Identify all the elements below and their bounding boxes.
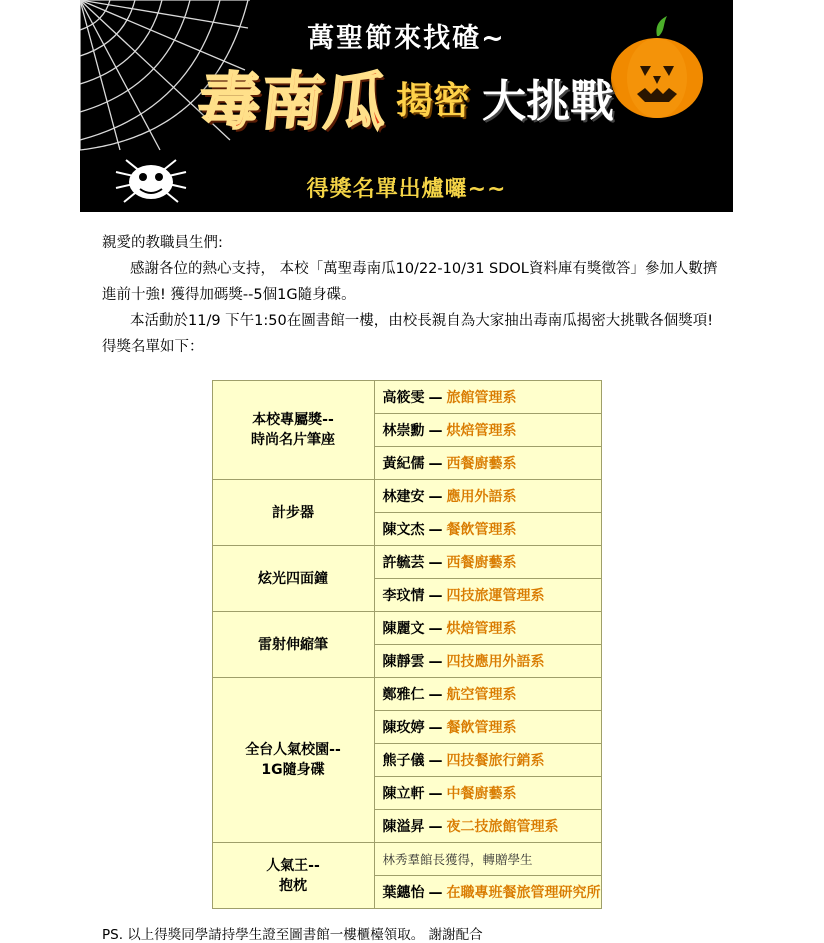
winner-name: 陳文杰: [382, 522, 425, 538]
winner-note-cell: [374, 843, 601, 876]
winner-name: 陳麗文: [382, 621, 425, 637]
prize-category-line1: 雷射伸縮筆: [258, 636, 328, 653]
winner-dash: —: [428, 819, 443, 835]
halloween-banner: [80, 0, 733, 212]
prize-category-cell: [212, 480, 374, 546]
winner-name: 陳立軒: [382, 786, 425, 802]
prize-category-line1: 全台人氣校園--: [245, 742, 341, 758]
winner-dash: —: [428, 786, 443, 802]
greeting-text: 親愛的教職員生們:: [102, 235, 223, 251]
prize-category-line2: 時尚名片筆座: [251, 432, 335, 448]
winner-dept: 四技餐旅行銷系: [446, 753, 545, 769]
winner-dash: —: [428, 753, 443, 769]
winner-dept: 旅館管理系: [446, 390, 517, 406]
winners-table: [212, 380, 602, 909]
winner-dash: —: [428, 522, 443, 538]
winner-cell: [374, 414, 601, 447]
prize-category-line1: 計步器: [272, 504, 314, 521]
winner-name: 黃紀儒: [382, 456, 425, 472]
winner-name: 林崇勳: [382, 423, 425, 439]
prize-category-cell: [212, 546, 374, 612]
table-row: [212, 843, 601, 876]
winner-cell: [374, 810, 601, 843]
winner-dept: 中餐廚藝系: [446, 786, 517, 802]
prize-category-line2: 1G隨身碟: [261, 762, 325, 778]
table-row: [212, 612, 601, 645]
winner-dash: —: [428, 720, 443, 736]
winner-dept: 烘焙管理系: [446, 423, 517, 439]
winner-dash: —: [428, 621, 443, 637]
winner-name: 熊子儀: [382, 753, 425, 769]
winner-dept: 西餐廚藝系: [446, 555, 517, 571]
winner-dash: —: [428, 885, 443, 901]
banner-word-challenge: 大挑戰: [482, 75, 614, 127]
winner-cell: [374, 447, 601, 480]
winner-dash: —: [428, 654, 443, 670]
winner-name: 陳溢昇: [382, 819, 425, 835]
prize-category-cell: [212, 381, 374, 480]
winner-cell: [374, 612, 601, 645]
prize-category-cell: [212, 612, 374, 678]
banner-word-poison: 毒南瓜: [194, 65, 392, 138]
banner-title-top: 萬聖節來找碴~: [307, 23, 506, 54]
winner-cell: [374, 678, 601, 711]
prize-category-cell: [212, 678, 374, 843]
prize-category-line2: 抱枕: [279, 877, 307, 894]
table-row: [212, 480, 601, 513]
winner-dash: —: [428, 555, 443, 571]
winner-cell: [374, 744, 601, 777]
intro-paragraph-3: 得獎名單如下：: [102, 339, 204, 355]
prize-category-line1: 人氣王--: [266, 857, 320, 874]
winner-name: 李玟情: [382, 588, 425, 604]
winner-dash: —: [428, 456, 443, 472]
winner-name: 陳靜雲: [382, 654, 425, 670]
intro-paragraph-2: 本活動於11/9 下午1:50在圖書館一樓，由校長親自為大家抽出毒南瓜揭密大挑戰各個獎項!: [130, 313, 714, 329]
winner-note: 林秀羣館長獲得，轉贈學生: [382, 852, 533, 867]
winner-name: 高筱雯: [382, 390, 425, 406]
winner-name: 鄭雅仁: [382, 687, 425, 703]
winner-dash: —: [428, 489, 443, 505]
winner-dash: —: [428, 588, 443, 604]
prize-category-line1: 本校專屬獎--: [252, 412, 334, 428]
prize-category-cell: [212, 843, 374, 909]
winner-name: 葉鏸怡: [382, 885, 425, 901]
winner-dept: 在職專班餐旅管理研究所: [446, 885, 601, 901]
winner-cell: [374, 777, 601, 810]
banner-main-title: [80, 52, 733, 141]
winner-name: 陳玫婷: [382, 720, 425, 736]
winner-cell: [374, 546, 601, 579]
table-row: [212, 546, 601, 579]
winner-dept: 四技旅運管理系: [446, 588, 545, 604]
intro-paragraph-1: 感謝各位的熱心支持， 本校「萬聖毒南瓜10/22-10/31 SDOL資料庫有獎徵答」參加人數擠進前十強! 獲得加碼獎--5個1G隨身碟。: [102, 261, 718, 303]
winner-dash: —: [428, 390, 443, 406]
winner-dept: 應用外語系: [446, 489, 517, 505]
winner-dept: 夜二技旅館管理系: [446, 819, 559, 835]
prize-category-line1: 炫光四面鐘: [258, 570, 328, 587]
winner-cell: [374, 876, 601, 909]
banner-subtitle: 得獎名單出爐囉~~: [306, 177, 507, 202]
winner-dept: 四技應用外語系: [446, 654, 545, 670]
winner-cell: [374, 381, 601, 414]
winner-cell: [374, 513, 601, 546]
table-row: [212, 678, 601, 711]
winner-dept: 餐飲管理系: [446, 522, 517, 538]
winner-cell: [374, 579, 601, 612]
winner-dept: 航空管理系: [446, 687, 517, 703]
table-row: [212, 381, 601, 414]
content-area: [80, 212, 733, 943]
winner-name: 林建安: [382, 489, 425, 505]
winner-dept: 烘焙管理系: [446, 621, 517, 637]
footer-note: PS. 以上得獎同學請持學生證至圖書館一樓櫃檯領取。 謝謝配合: [102, 927, 483, 943]
winner-dash: —: [428, 687, 443, 703]
winner-cell: [374, 711, 601, 744]
banner-word-reveal: 揭密: [396, 78, 470, 122]
winner-cell: [374, 480, 601, 513]
winner-name: 許毓芸: [382, 555, 425, 571]
winner-dept: 西餐廚藝系: [446, 456, 517, 472]
winner-dept: 餐飲管理系: [446, 720, 517, 736]
winner-cell: [374, 645, 601, 678]
winner-dash: —: [428, 423, 443, 439]
